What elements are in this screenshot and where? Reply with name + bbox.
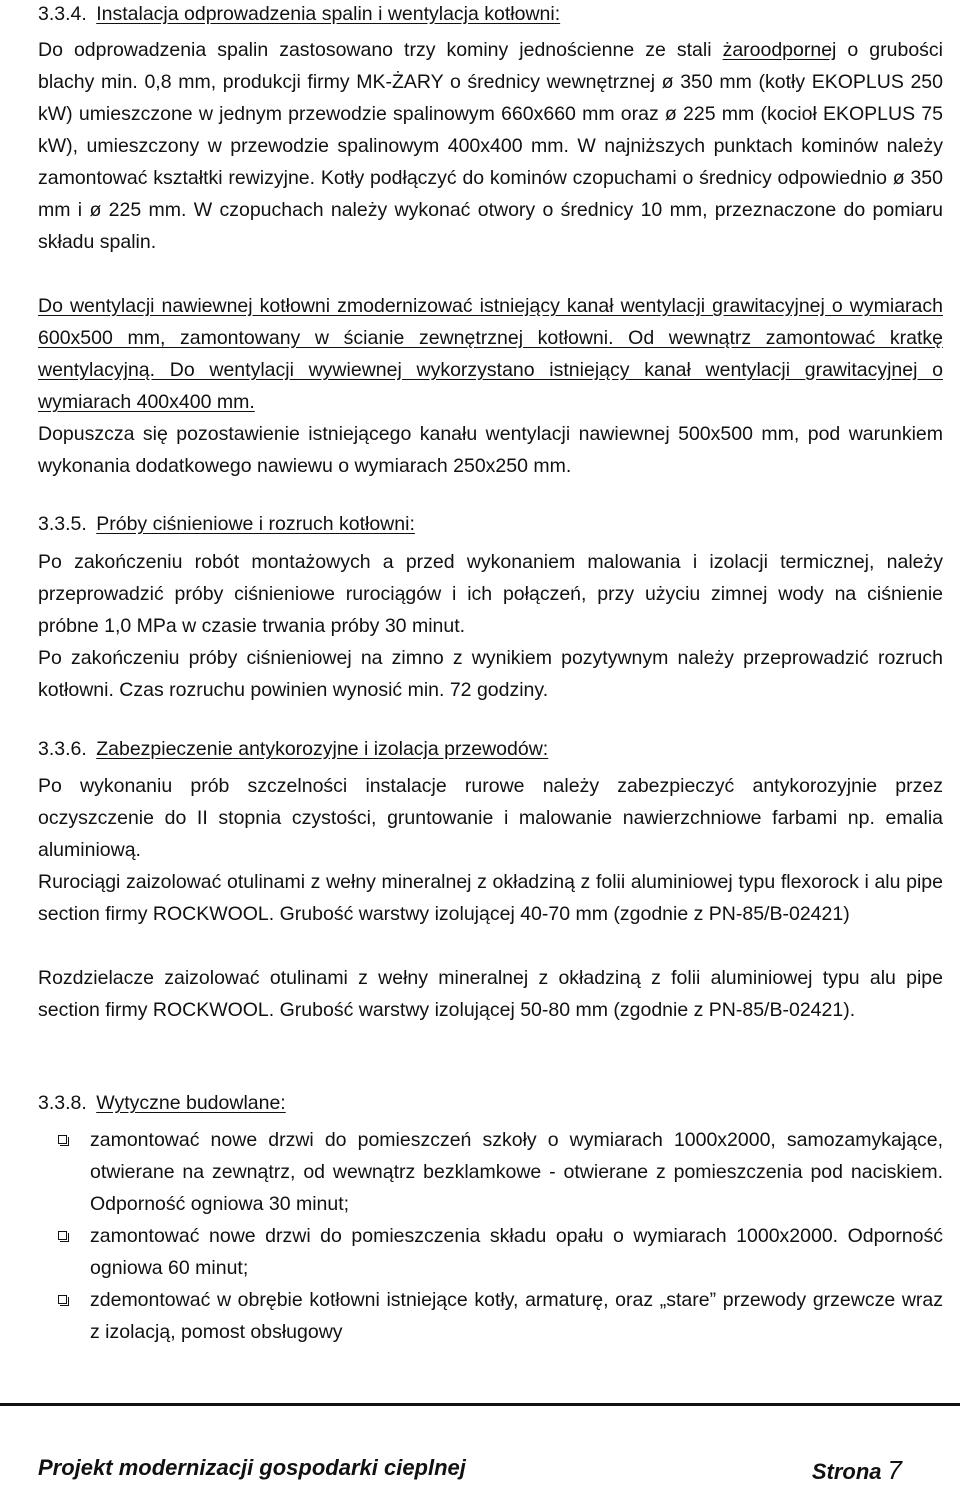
checkbox-bullet-icon [58, 1231, 67, 1240]
paragraph-corrosion-protection [38, 770, 943, 866]
paragraph-startup [38, 642, 943, 706]
paragraph-text: Rozdzielacze zaizolować otulinami z wełny mineralnej z okładziną z folii aluminiowej typu alu pipe section firmy ROCKWOOL. Grubość warstwy izolującej 50-80 mm (zgodnie z PN-85/B-02421). [38, 967, 943, 1021]
page-number: 7 [887, 1455, 902, 1485]
paragraph-flue-chimneys [38, 34, 943, 258]
footer-divider [0, 1403, 960, 1406]
paragraph-text: o grubości blachy min. 0,8 mm, produkcji firmy MK-ŻARY o średnicy wewnętrznej ø 350 mm (kotły EKOPLUS 250 kW) umieszczone w jednym przewodzie spalinowym 660x660 mm oraz ø 225 mm (kocioł EKOPLUS 75 kW), umieszczony w przewodzie spalinowym 400x400 mm. W najniższych punktach kominów należy zamontować kształtki rewizyjne. Kotły podłączyć do kominów czopuchami o średnicy odpowiednio ø 350 mm i ø 225 mm. W czopuchach należy wykonać otwory o średnicy 10 mm, przeznaczone do pomiaru składu spalin. [38, 39, 944, 253]
section-title: Próby ciśnieniowe i rozruch kotłowni: [96, 513, 415, 535]
section-number: 3.3.5. [38, 513, 87, 535]
list-item-text: zamontować nowe drzwi do pomieszczenia składu opału o wymiarach 1000x2000. Odporność ogniowa 60 minut; [90, 1225, 943, 1279]
list-item-text: zdemontować w obrębie kotłowni istniejące kotły, armaturę, oraz „stare” przewody grzewcze wraz z izolacją, pomost obsługowy [90, 1289, 943, 1343]
footer-project-title: Projekt modernizacji gospodarki cieplnej [38, 1455, 466, 1480]
underlined-word: żaroodpornej [722, 39, 837, 61]
section-title: Wytyczne budowlane: [96, 1092, 286, 1114]
paragraph-text: Po zakończeniu próby ciśnieniowej na zimno z wynikiem pozytywnym należy przeprowadzić rozruch kotłowni. Czas rozruchu powinien wynosić min. 72 godziny. [38, 647, 943, 701]
list-item-text: zamontować nowe drzwi do pomieszczeń szkoły o wymiarach 1000x2000, samozamykające, otwierane na zewnątrz, od wewnątrz bezklamkowe - otwierane z pomieszczenia pod naciskiem. Odporność ogniowa 30 minut; [90, 1129, 943, 1215]
footer-page-indicator [812, 1455, 902, 1486]
paragraph-pressure-tests [38, 546, 943, 642]
paragraph-text: Dopuszcza się pozostawienie istniejącego kanału wentylacji nawiewnej 500x500 mm, pod warunkiem wykonania dodatkowego nawiewu o wymiarach 250x250 mm. [38, 423, 943, 477]
section-number: 3.3.8. [38, 1092, 87, 1114]
construction-guidelines-list [38, 1124, 943, 1348]
paragraph-text: Do odprowadzenia spalin zastosowano trzy kominy jednościenne ze stali [38, 39, 723, 61]
section-number: 3.3.4. [38, 3, 87, 25]
section-heading-334 [38, 2, 943, 26]
checkbox-bullet-icon [58, 1295, 67, 1304]
paragraph-text: Po zakończeniu robót montażowych a przed wykonaniem malowania i izolacji termicznej, należy przeprowadzić próby ciśnieniowe rurociągów i ich połączeń, przy użyciu zimnej wody na ciśnienie próbne 1,0 MPa w czasie trwania próby 30 minut. [38, 551, 943, 637]
paragraph-pipe-insulation [38, 866, 943, 930]
section-heading-338 [38, 1091, 943, 1115]
list-item [38, 1284, 943, 1348]
paragraph-ventilation [38, 290, 943, 418]
list-item [38, 1220, 943, 1284]
section-number: 3.3.6. [38, 738, 87, 760]
paragraph-manifold-insulation [38, 962, 943, 1026]
checkbox-bullet-icon [58, 1135, 67, 1144]
section-title: Zabezpieczenie antykorozyjne i izolacja przewodów: [96, 738, 549, 760]
paragraph-text: Rurociągi zaizolować otulinami z wełny mineralnej z okładziną z folii aluminiowej typu flexorock i alu pipe section firmy ROCKWOOL. Grubość warstwy izolującej 40-70 mm (zgodnie z PN-85/B-02421) [38, 871, 943, 925]
section-heading-335 [38, 512, 943, 536]
paragraph-ventilation-exception [38, 418, 943, 482]
paragraph-text: Po wykonaniu prób szczelności instalacje rurowe należy zabezpieczyć antykorozyjnie przez oczyszczenie do II stopnia czystości, gruntowanie i malowanie nawierzchniowe farbami np. emalia aluminiową. [38, 775, 943, 861]
section-title: Instalacja odprowadzenia spalin i wentylacja kotłowni: [96, 3, 561, 25]
page-label: Strona [811, 1459, 882, 1484]
underlined-text: Do wentylacji nawiewnej kotłowni zmodernizować istniejący kanał wentylacji grawitacyjnej o wymiarach 600x500 mm, zamontowany w ścianie zewnętrznej kotłowni. Od wewnątrz zamontować kratkę wentylacyjną. [38, 295, 943, 381]
underlined-text: Do wentylacji wywiewnej wykorzystano istniejący kanał wentylacji grawitacyjnej o wymiarach 400x400 mm. [38, 359, 943, 413]
section-heading-336 [38, 737, 943, 761]
list-item [38, 1124, 943, 1220]
